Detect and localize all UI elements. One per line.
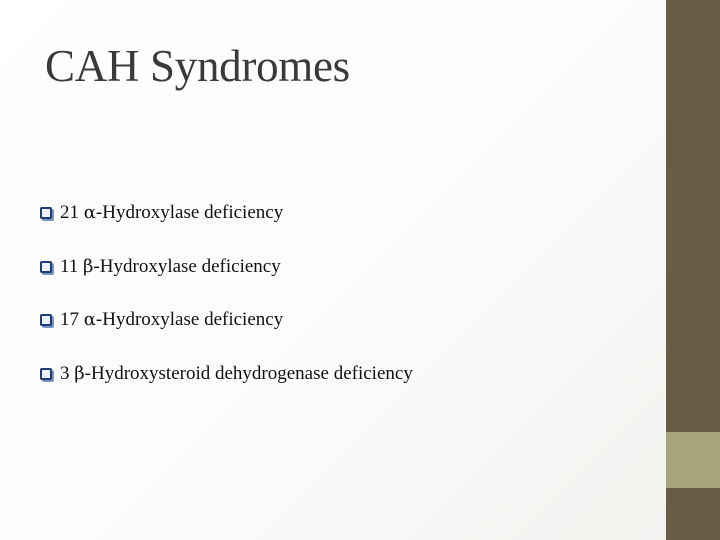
greek-symbol: β [83, 255, 94, 277]
bullet-item [40, 254, 413, 280]
bullet-text [60, 202, 283, 224]
checkbox-square-icon [40, 261, 52, 273]
greek-symbol: β [74, 363, 85, 385]
bullet-label: -Hydroxylase deficiency [93, 255, 281, 277]
sidebar-accent-block [666, 432, 720, 488]
bullet-label: -Hydroxylase deficiency [95, 202, 284, 223]
checkbox-square-icon [40, 207, 52, 219]
greek-symbol: α [83, 202, 96, 223]
bullet-number: 21 [60, 202, 79, 223]
bullet-number: 11 [60, 255, 79, 277]
bullet-text [60, 363, 413, 385]
bullet-label: -Hydroxysteroid dehydrogenase deficiency [84, 363, 413, 385]
bullet-number: 3 [60, 363, 70, 385]
bullet-text [60, 256, 281, 278]
bullet-label: -Hydroxylase deficiency [95, 309, 284, 331]
bullet-text [60, 309, 283, 331]
checkbox-square-icon [40, 368, 52, 380]
checkbox-square-icon [40, 314, 52, 326]
bullet-number: 17 [60, 309, 79, 331]
bullet-item [40, 307, 413, 333]
greek-symbol: α [83, 309, 96, 331]
slide-title: CAH Syndromes [45, 41, 350, 91]
bullet-item [40, 361, 413, 387]
bullet-list [40, 200, 413, 415]
bullet-item [40, 200, 413, 226]
